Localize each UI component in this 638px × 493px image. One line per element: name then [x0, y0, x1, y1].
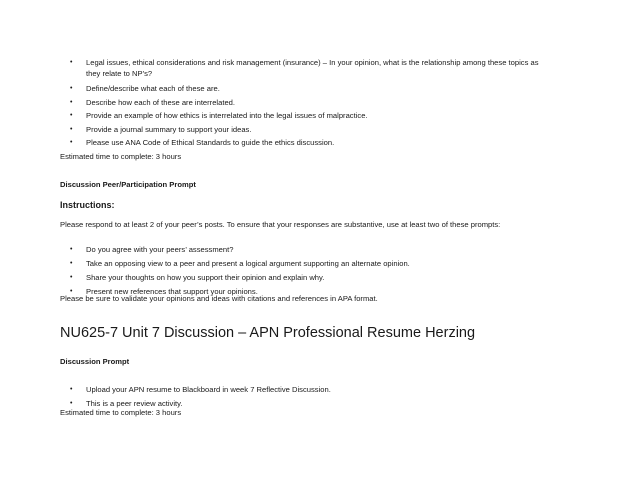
list-item	[70, 98, 596, 108]
bullet-icon: •	[70, 126, 73, 133]
bullet-text: Do you agree with your peers’ assessment?	[86, 245, 234, 254]
list-item	[70, 385, 596, 395]
bullet-text: Describe how each of these are interrelated.	[86, 98, 236, 107]
bullet-text: Upload your APN resume to Blackboard in week 7 Reflective Discussion.	[86, 385, 331, 394]
list-item	[70, 138, 596, 148]
list-item	[70, 84, 596, 94]
instructions-closing: Please be sure to validate your opinions and ideas with citations and references in APA format.	[60, 294, 378, 303]
bullet-text: Please use ANA Code of Ethical Standards to guide the ethics discussion.	[86, 138, 335, 147]
bullet-icon: •	[70, 246, 73, 253]
list-item	[70, 125, 596, 135]
bullet-text: Present new references that support your opinions.	[86, 287, 258, 296]
list-item	[70, 245, 596, 255]
bullet-text: Provide a journal summary to support your ideas.	[86, 125, 252, 134]
list-item	[70, 259, 596, 269]
section1-bullet-list	[70, 58, 596, 148]
bullet-icon: •	[70, 400, 73, 407]
bullet-icon: •	[70, 288, 73, 295]
peer-prompt-heading: Discussion Peer/Participation Prompt	[60, 180, 196, 189]
bullet-icon: •	[70, 260, 73, 267]
bullet-icon: •	[70, 139, 73, 146]
bullet-icon: •	[70, 386, 73, 393]
unit7-subheading: Discussion Prompt	[60, 357, 130, 366]
bullet-icon: •	[70, 59, 73, 66]
instructions-heading: Instructions:	[60, 200, 115, 210]
bullet-icon: •	[70, 85, 73, 92]
bullet-icon: •	[70, 99, 73, 106]
bullet-text: Define/describe what each of these are.	[86, 84, 220, 93]
list-item	[70, 58, 596, 79]
bullet-text: Legal issues, ethical considerations and risk management (insurance) – In your opinion, what is the relationship among these topics as	[86, 58, 539, 67]
time-estimate: Estimated time to complete: 3 hours	[60, 152, 182, 161]
bullet-icon: •	[70, 274, 73, 281]
bullet-text: Share your thoughts on how you support their opinion and explain why.	[86, 273, 325, 282]
unit7-bullet-list	[70, 385, 596, 409]
instructions-intro: Please respond to at least 2 of your peer’s posts. To ensure that your responses are substantive, use at least two of these prompts:	[60, 220, 501, 229]
list-item	[70, 111, 596, 121]
bullet-text: This is a peer review activity.	[86, 399, 183, 408]
instructions-bullet-list	[70, 245, 596, 297]
bullet-text: Provide an example of how ethics is interrelated into the legal issues of malpractice.	[86, 111, 368, 120]
bullet-text-continuation: they relate to NP’s?	[86, 69, 153, 78]
bullet-icon: •	[70, 112, 73, 119]
list-item	[70, 273, 596, 283]
unit7-title: NU625-7 Unit 7 Discussion – APN Professional Resume Herzing	[60, 325, 476, 341]
unit7-time-estimate: Estimated time to complete: 3 hours	[60, 408, 182, 417]
bullet-text: Take an opposing view to a peer and present a logical argument supporting an alternate opinion.	[86, 259, 410, 268]
